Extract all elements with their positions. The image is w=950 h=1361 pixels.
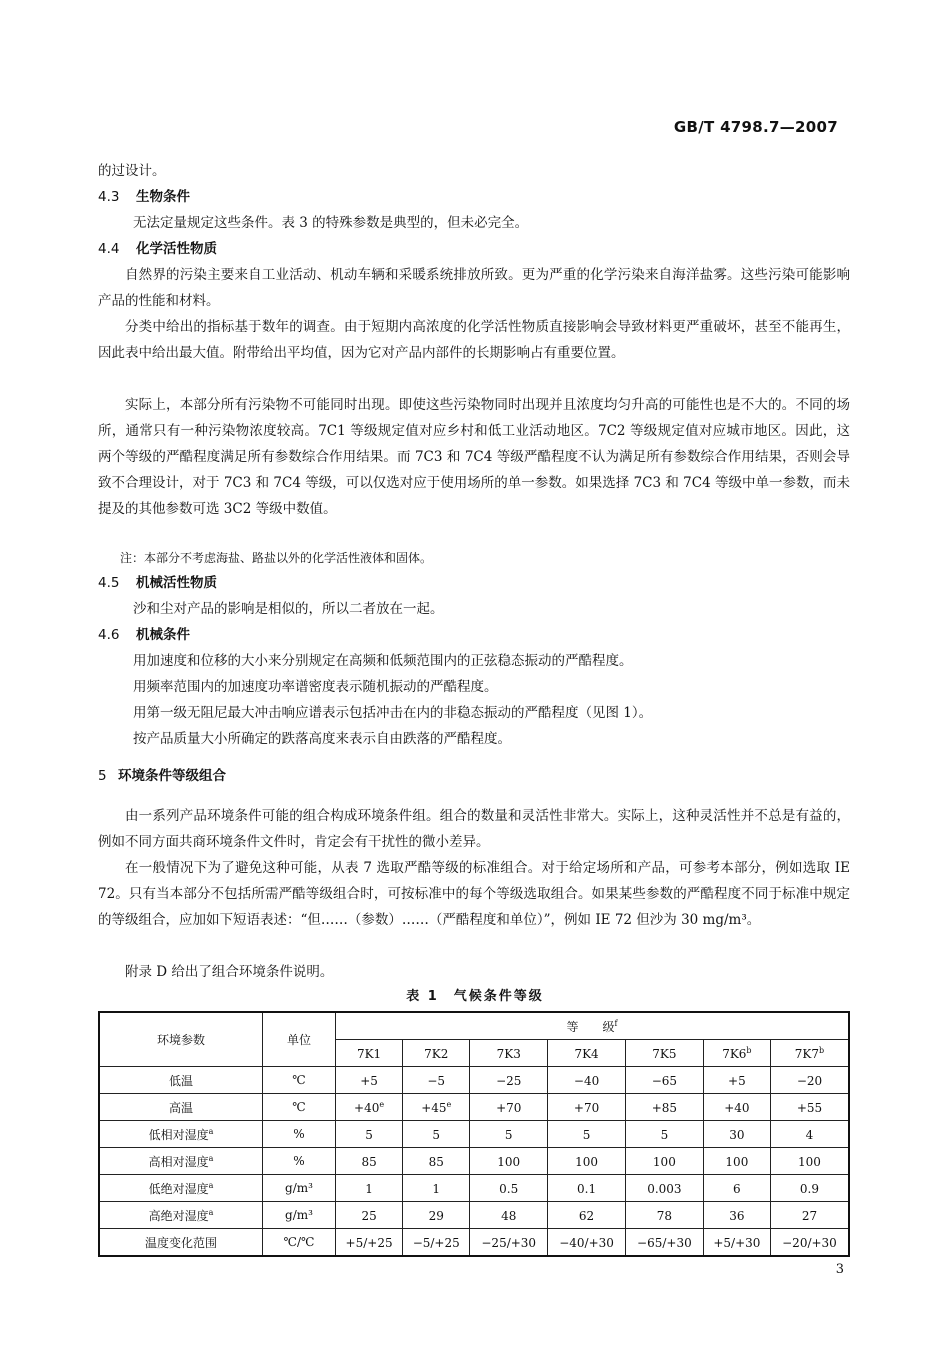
param-label: 高绝对湿度 (148, 1208, 209, 1223)
param-cell (99, 1229, 263, 1257)
param-cell (99, 1094, 263, 1121)
unit-cell: % (263, 1148, 336, 1175)
value-cell (336, 1175, 403, 1202)
class-sup: b (819, 1045, 825, 1055)
section-4-4-paragraph-2: 分类中给出的指标基于数年的调查。由于短期内高浓度的化学活性物质直接影响会导致材料更严重破坏，甚至不能再生，因此表中给出最大值。附带给出平均值，因为它对产品内部件的长期影响占有重要位置。 (98, 319, 850, 361)
value-text: 0.9 (799, 1181, 820, 1196)
value-cell (548, 1175, 626, 1202)
value-text: 4 (805, 1127, 814, 1142)
value-cell (403, 1148, 470, 1175)
value-text: 85 (361, 1154, 377, 1169)
value-text: 5 (582, 1127, 591, 1142)
value-cell (403, 1229, 470, 1257)
header-unit: 单位 (263, 1012, 336, 1067)
value-text: 36 (729, 1208, 745, 1223)
value-text: 0.5 (499, 1181, 519, 1196)
value-cell (625, 1229, 703, 1257)
value-cell (625, 1148, 703, 1175)
param-label: 低绝对湿度 (148, 1181, 209, 1196)
value-text: 78 (656, 1208, 673, 1223)
header-grade-sup: f (614, 1018, 618, 1028)
value-text: 62 (578, 1208, 595, 1223)
section-number: 4.6 (98, 627, 120, 643)
table-row (99, 1175, 849, 1202)
section-4-6-heading (98, 622, 190, 648)
section-title: 化学活性物质 (136, 241, 217, 257)
value-cell (703, 1175, 770, 1202)
class-label: 7K2 (424, 1046, 449, 1061)
header-grade-label: 等 级 (566, 1019, 615, 1034)
section-5-paragraph-3: 附录 D 给出了组合环境条件说明。 (125, 964, 334, 980)
value-text: 1 (432, 1181, 441, 1196)
page-number: 3 (835, 1262, 844, 1277)
value-cell (336, 1229, 403, 1257)
value-cell (548, 1094, 626, 1121)
value-text: +70 (496, 1100, 522, 1115)
section-4-4-note: 注：本部分不考虑海盐、路盐以外的化学活性液体和固体。 (120, 551, 433, 565)
section-title: 机械活性物质 (136, 575, 217, 591)
param-label: 低温 (168, 1073, 193, 1088)
table-row (99, 1067, 849, 1094)
value-cell (336, 1148, 403, 1175)
section-4-5-heading (98, 570, 217, 596)
section-4-5-text: 沙和尘对产品的影响是相似的，所以二者放在一起。 (133, 601, 444, 617)
param-label: 高相对湿度 (148, 1154, 209, 1169)
continued-text: 的过设计。 (98, 163, 166, 179)
header-param: 环境参数 (99, 1012, 263, 1067)
value-text: 5 (432, 1127, 441, 1142)
value-cell (770, 1229, 849, 1257)
value-text: −25 (496, 1073, 522, 1088)
class-header (770, 1040, 849, 1067)
table-row (99, 1229, 849, 1257)
value-text: +40 (354, 1100, 380, 1115)
value-cell (703, 1202, 770, 1229)
value-text: −25/+30 (481, 1235, 537, 1250)
value-cell (470, 1094, 548, 1121)
value-text: −65/+30 (637, 1235, 692, 1250)
section-number: 5 (98, 768, 107, 784)
value-sup: e (446, 1099, 452, 1109)
table-header-row (99, 1012, 849, 1040)
value-cell (403, 1202, 470, 1229)
value-cell (548, 1067, 626, 1094)
value-text: +5/+25 (345, 1235, 393, 1250)
param-cell (99, 1175, 263, 1202)
param-cell (99, 1202, 263, 1229)
value-cell (770, 1094, 849, 1121)
value-cell (770, 1067, 849, 1094)
class-header (625, 1040, 703, 1067)
section-number: 4.3 (98, 189, 120, 205)
value-cell (470, 1067, 548, 1094)
value-text: −40 (573, 1073, 600, 1088)
value-text: 100 (652, 1154, 676, 1169)
class-label: 7K3 (496, 1046, 521, 1061)
section-number: 4.4 (98, 241, 120, 257)
value-text: −5/+25 (412, 1235, 460, 1250)
value-text: +70 (573, 1100, 600, 1115)
value-text: +5/+30 (713, 1235, 761, 1250)
param-label: 温度变化范围 (144, 1235, 217, 1250)
class-header (548, 1040, 626, 1067)
value-cell (470, 1229, 548, 1257)
value-text: +85 (651, 1100, 678, 1115)
section-5-paragraph-2: 在一般情况下为了避免这种可能，从表 7 选取严酷等级的标准组合。对于给定场所和产品，可参考本部分，例如选取 IE 72。只有当本部分不包括所需严酷等级组合时，可按标准中的每个等级选取组合。如果某些参数的严酷程度不同于标准中规定的等级组合，应加如下短语表述：“但……（参数）……（严酷程度和单位）”，例如 IE 72 但沙为 30 mg/m³。 (98, 860, 850, 928)
param-sup: a (208, 1207, 214, 1217)
unit-cell: % (263, 1121, 336, 1148)
value-cell (703, 1229, 770, 1257)
value-cell (703, 1148, 770, 1175)
section-5-paragraph-1: 由一系列产品环境条件可能的组合构成环境条件组。组合的数量和灵活性非常大。实际上，这种灵活性并不总是有益的，例如不同方面共商环境条件文件时，肯定会有干扰性的微小差异。 (98, 808, 850, 850)
value-text: 29 (428, 1208, 444, 1223)
table-row (99, 1202, 849, 1229)
class-label: 7K6 (722, 1046, 747, 1061)
value-cell (403, 1094, 470, 1121)
unit-cell: g/m³ (263, 1202, 336, 1229)
value-text: +45 (421, 1100, 447, 1115)
section-4-6-line-1: 用加速度和位移的大小来分别规定在高频和低频范围内的正弦稳态振动的严酷程度。 (133, 653, 633, 669)
value-cell (703, 1067, 770, 1094)
value-text: 5 (504, 1127, 513, 1142)
value-cell (770, 1121, 849, 1148)
value-cell (336, 1202, 403, 1229)
param-sup: a (208, 1180, 214, 1190)
param-sup: a (208, 1153, 214, 1163)
param-label: 低相对湿度 (148, 1127, 209, 1142)
value-text: 48 (501, 1208, 517, 1223)
value-text: 30 (729, 1127, 745, 1142)
param-cell (99, 1148, 263, 1175)
value-text: 25 (361, 1208, 377, 1223)
section-4-4-heading (98, 236, 217, 262)
value-cell (548, 1121, 626, 1148)
value-cell (403, 1121, 470, 1148)
value-cell (403, 1067, 470, 1094)
section-title: 生物条件 (136, 189, 190, 205)
value-text: 5 (365, 1127, 373, 1142)
value-cell (770, 1175, 849, 1202)
value-cell (336, 1121, 403, 1148)
section-4-3-text: 无法定量规定这些条件。表 3 的特殊参数是典型的，但未必完全。 (133, 215, 529, 231)
value-cell (770, 1148, 849, 1175)
value-cell (403, 1175, 470, 1202)
value-text: −5 (427, 1073, 446, 1088)
class-sup: b (746, 1045, 752, 1055)
value-cell (470, 1202, 548, 1229)
section-5-heading (98, 763, 226, 789)
value-cell (625, 1175, 703, 1202)
class-label: 7K1 (356, 1046, 382, 1061)
table-row (99, 1148, 849, 1175)
value-text: 85 (428, 1154, 444, 1169)
value-text: 27 (801, 1208, 818, 1223)
section-4-4-paragraph-3: 实际上，本部分所有污染物不可能同时出现。即使这些污染物同时出现并且浓度均匀升高的可能性也是不大的。不同的场所，通常只有一种污染物浓度较高。7C1 等级规定值对应乡村和低工业活动地区。7C2 等级规定值对应城市地区。因此，这两个等级的严酷程度满足所有参数综合作用结果。而 7C3 和 7C4 等级严酷程度不认为满足所有参数综合作用结果，否则会导致不合理设计，对于 7C3 和 7C4 等级，可以仅选对应于使用场所的单一参数。如果选择 7C3 和 7C4 等级中单一参数，而未提及的其他参数可选 3C2 等级中数值。 (98, 397, 850, 517)
class-label: 7K5 (652, 1046, 677, 1061)
value-text: 100 (497, 1154, 521, 1169)
section-title: 环境条件等级组合 (118, 768, 226, 784)
value-text: 5 (660, 1127, 669, 1142)
table-row (99, 1094, 849, 1121)
class-header (336, 1040, 403, 1067)
value-text: −20/+30 (782, 1235, 837, 1250)
value-text: +40 (724, 1100, 750, 1115)
value-text: +5 (728, 1073, 746, 1088)
section-4-6-line-4: 按产品质量大小所确定的跌落高度来表示自由跌落的严酷程度。 (133, 731, 511, 747)
unit-cell: ℃ (263, 1067, 336, 1094)
table-row (99, 1121, 849, 1148)
unit-cell: ℃/℃ (263, 1229, 336, 1257)
value-cell (470, 1121, 548, 1148)
value-text: 100 (575, 1154, 598, 1169)
value-text: 0.003 (647, 1181, 682, 1196)
value-text: −40/+30 (559, 1235, 614, 1250)
section-4-6-line-2: 用频率范围内的加速度功率谱密度表示随机振动的严酷程度。 (133, 679, 498, 695)
value-text: 100 (798, 1154, 821, 1169)
value-text: −20 (796, 1073, 823, 1088)
value-cell (548, 1202, 626, 1229)
class-header (703, 1040, 770, 1067)
param-sup: a (208, 1126, 214, 1136)
value-cell (625, 1067, 703, 1094)
value-text: 0.1 (577, 1181, 597, 1196)
param-label: 高温 (168, 1100, 193, 1115)
unit-cell: ℃ (263, 1094, 336, 1121)
standard-code: GB/T 4798.7—2007 (673, 118, 838, 136)
table-1-title: 表 1 气候条件等级 (406, 989, 544, 1004)
section-4-3-heading (98, 184, 190, 210)
class-header (470, 1040, 548, 1067)
value-text: +55 (796, 1100, 823, 1115)
class-label: 7K7 (794, 1046, 820, 1061)
value-cell (703, 1094, 770, 1121)
value-cell (703, 1121, 770, 1148)
section-number: 4.5 (98, 575, 120, 591)
unit-cell: g/m³ (263, 1175, 336, 1202)
value-cell (548, 1229, 626, 1257)
value-cell (470, 1148, 548, 1175)
value-text: 100 (725, 1154, 749, 1169)
section-title: 机械条件 (136, 627, 190, 643)
value-cell (625, 1202, 703, 1229)
value-sup: e (379, 1099, 385, 1109)
value-cell (336, 1067, 403, 1094)
class-header (403, 1040, 470, 1067)
climate-conditions-table (98, 1011, 850, 1257)
value-text: −65 (651, 1073, 678, 1088)
param-cell (99, 1067, 263, 1094)
section-4-4-paragraph-1: 自然界的污染主要来自工业活动、机动车辆和采暖系统排放所致。更为严重的化学污染来自海洋盐雾。这些污染可能影响产品的性能和材料。 (98, 267, 850, 309)
value-text: 6 (733, 1181, 741, 1196)
value-cell (770, 1202, 849, 1229)
value-text: 1 (365, 1181, 373, 1196)
class-label: 7K4 (574, 1046, 599, 1061)
param-cell (99, 1121, 263, 1148)
value-text: +5 (360, 1073, 378, 1088)
value-cell (625, 1094, 703, 1121)
header-grade (336, 1012, 850, 1040)
value-cell (470, 1175, 548, 1202)
value-cell (548, 1148, 626, 1175)
table-body (99, 1067, 849, 1257)
section-4-6-line-3: 用第一级无阻尼最大冲击响应谱表示包括冲击在内的非稳态振动的严酷程度（见图 1）。 (133, 705, 653, 721)
value-cell (625, 1121, 703, 1148)
value-cell (336, 1094, 403, 1121)
